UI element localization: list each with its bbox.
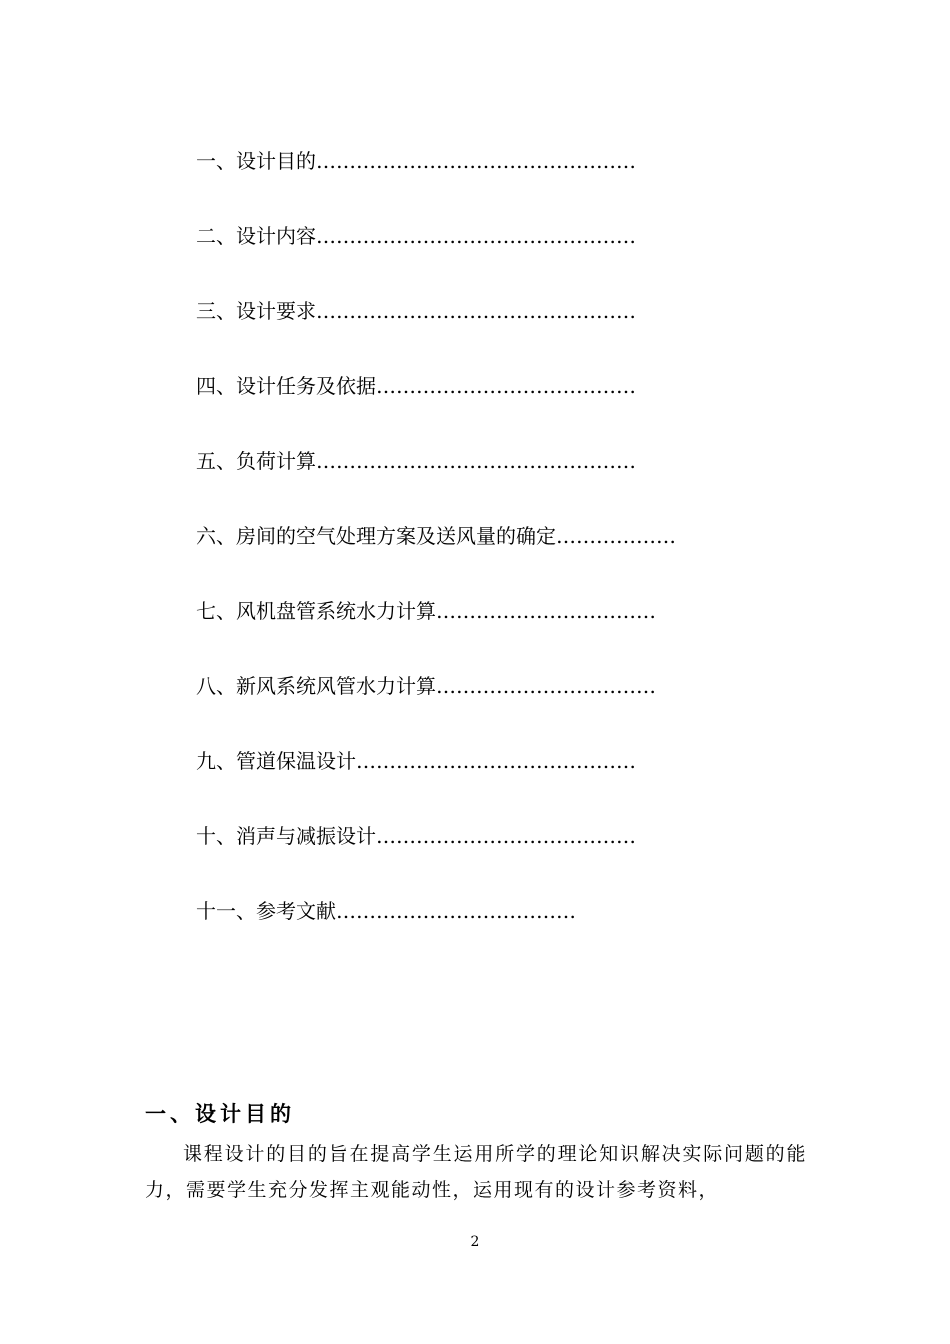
toc-entry-load-calculation: 五、负荷计算………………………………………… xyxy=(196,449,636,473)
table-of-contents xyxy=(196,140,676,965)
page-number: 2 xyxy=(470,1234,480,1250)
toc-entry-design-content: 二、设计内容………………………………………… xyxy=(196,224,636,248)
toc-entry-design-tasks: 四、设计任务及依据………………………………… xyxy=(196,374,636,398)
toc-entry-design-requirements: 三、设计要求………………………………………… xyxy=(196,299,636,323)
toc-entry-air-handling-scheme: 六、房间的空气处理方案及送风量的确定……………… xyxy=(196,524,676,548)
toc-entry-pipe-insulation: 九、管道保温设计…………………………………… xyxy=(196,749,636,773)
toc-entry-noise-vibration: 十、消声与减振设计………………………………… xyxy=(196,824,636,848)
section-paragraph: 课程设计的目的旨在提高学生运用所学的理论知识解决实际问题的能力，需要学生充分发挥主观能动性，运用现有的设计参考资料， xyxy=(145,1143,807,1201)
toc-entry-references: 十一、参考文献……………………………… xyxy=(196,899,576,923)
toc-entry-design-purpose: 一、设计目的………………………………………… xyxy=(196,149,636,173)
section-heading: 一、设计目的 xyxy=(145,1102,295,1126)
toc-entry-fresh-air-duct-hydraulics: 八、新风系统风管水力计算…………………………… xyxy=(196,674,656,698)
toc-entry-fan-coil-hydraulics: 七、风机盘管系统水力计算…………………………… xyxy=(196,599,656,623)
